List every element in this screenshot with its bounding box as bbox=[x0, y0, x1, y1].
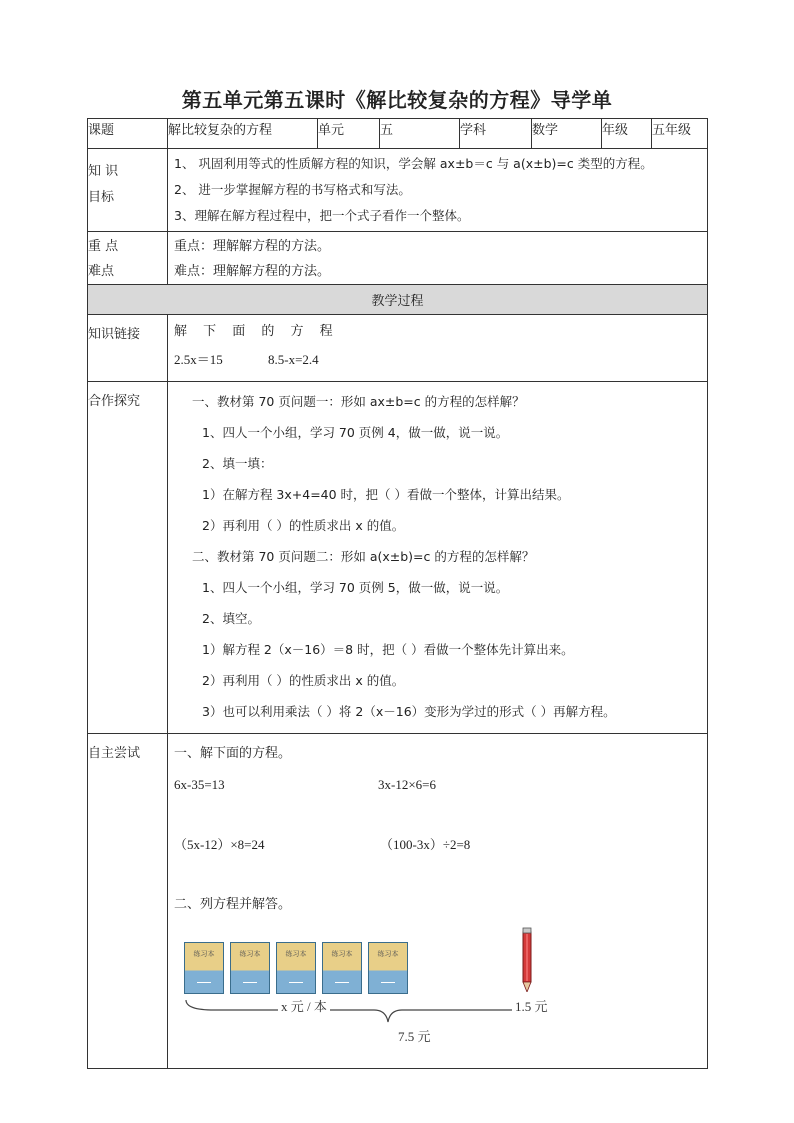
coop-line: 1）在解方程 3x+4=40 时，把（ ）看做一个整体，计算出结果。 bbox=[202, 487, 570, 502]
notebook-image: 练习本 bbox=[276, 942, 316, 994]
notebook-image: 练习本 bbox=[368, 942, 408, 994]
coop-line: 1）解方程 2（x－16）＝8 时，把（ ）看做一个整体先计算出来。 bbox=[202, 642, 574, 657]
notebook-image: 练习本 bbox=[184, 942, 224, 994]
self-content bbox=[168, 734, 708, 1069]
self-eq-row-2 bbox=[174, 830, 707, 860]
coop-line: 2）再利用（ ）的性质求出 x 的值。 bbox=[202, 518, 405, 533]
self-heading-2: 二、列方程并解答。 bbox=[174, 897, 292, 912]
unit-label: 单元 bbox=[318, 119, 380, 149]
keypoint-item: 难点：理解解方程的方法。 bbox=[174, 264, 331, 279]
coop-line: 3）也可以利用乘法（ ）将 2（x－16）变形为学过的形式（ ）再解方程。 bbox=[202, 704, 616, 719]
goal-item: 1、 巩固利用等式的性质解方程的知识，学会解 ax±b＝c 与 a(x±b)=c 类型的方程。 bbox=[174, 156, 653, 171]
keypoints-row bbox=[88, 232, 708, 285]
self-label: 自主尝试 bbox=[88, 734, 168, 1069]
coop-line: 二、教材第 70 页问题二：形如 a(x±b)=c 的方程的怎样解？ bbox=[192, 549, 535, 564]
coop-content bbox=[168, 382, 708, 734]
keypoints-label: 重 点 难点 bbox=[88, 232, 168, 285]
coop-line: 2）再利用（ ）的性质求出 x 的值。 bbox=[202, 673, 405, 688]
link-eq-2: 8.5-x=2.4 bbox=[268, 352, 319, 367]
link-intro: 解 下 面 的 方 程 bbox=[174, 324, 339, 339]
total-price-label: 7.5 元 bbox=[398, 1029, 431, 1044]
coop-line: 1、四人一个小组，学习 70 页例 4，做一做，说一说。 bbox=[202, 425, 509, 440]
link-equations bbox=[174, 347, 707, 373]
coop-line: 一、教材第 70 页问题一：形如 ax±b=c 的方程的怎样解？ bbox=[192, 394, 525, 409]
goal-item: 3、理解在解方程过程中，把一个式子看作一个整体。 bbox=[174, 208, 470, 223]
word-problem-figure bbox=[174, 920, 707, 1060]
self-heading-1: 一、解下面的方程。 bbox=[174, 746, 292, 761]
goals-row bbox=[88, 149, 708, 232]
header-row bbox=[88, 119, 708, 149]
self-eq-2: 3x-12×6=6 bbox=[378, 777, 436, 792]
notebook-image: 练习本 bbox=[322, 942, 362, 994]
subject-label: 学科 bbox=[460, 119, 532, 149]
coop-line: 2、填空。 bbox=[202, 611, 260, 626]
link-content bbox=[168, 315, 708, 382]
coop-line: 1、四人一个小组，学习 70 页例 5，做一做，说一说。 bbox=[202, 580, 509, 595]
section-heading: 教学过程 bbox=[88, 285, 708, 315]
coop-label: 合作探究 bbox=[88, 382, 168, 734]
grade-label: 年级 bbox=[602, 119, 652, 149]
unit-value: 五 bbox=[380, 119, 460, 149]
total-brace bbox=[174, 998, 544, 1038]
link-eq-1: 2.5x＝15 bbox=[174, 352, 223, 367]
goal-item: 2、 进一步掌握解方程的书写格式和写法。 bbox=[174, 182, 411, 197]
self-eq-row-1 bbox=[174, 770, 707, 800]
pencil-icon bbox=[520, 926, 534, 992]
grade-value: 五年级 bbox=[652, 119, 708, 149]
self-eq-4: （100-3x）÷2=8 bbox=[380, 837, 471, 852]
notebook-image: 练习本 bbox=[230, 942, 270, 994]
goals-label: 知 识 目标 bbox=[88, 149, 168, 232]
link-label: 知识链接 bbox=[88, 315, 168, 382]
self-eq-3: （5x-12）×8=24 bbox=[174, 837, 265, 852]
worksheet-table bbox=[87, 118, 708, 1069]
section-row bbox=[88, 285, 708, 315]
goals-content bbox=[168, 149, 708, 232]
coop-line: 2、填一填： bbox=[202, 456, 273, 471]
pencil-price-label: 1.5 元 bbox=[512, 996, 551, 1015]
coop-row bbox=[88, 382, 708, 734]
topic-label: 课题 bbox=[88, 119, 168, 149]
link-row bbox=[88, 315, 708, 382]
subject-value: 数学 bbox=[532, 119, 602, 149]
price-per-book-label: x 元 / 本 bbox=[278, 996, 330, 1015]
self-eq-1: 6x-35=13 bbox=[174, 777, 225, 792]
page-title: 第五单元第五课时《解比较复杂的方程》导学单 bbox=[181, 88, 613, 112]
keypoints-content bbox=[168, 232, 708, 285]
topic-value: 解比较复杂的方程 bbox=[168, 119, 318, 149]
self-row bbox=[88, 734, 708, 1069]
keypoint-item: 重点：理解解方程的方法。 bbox=[174, 239, 331, 254]
